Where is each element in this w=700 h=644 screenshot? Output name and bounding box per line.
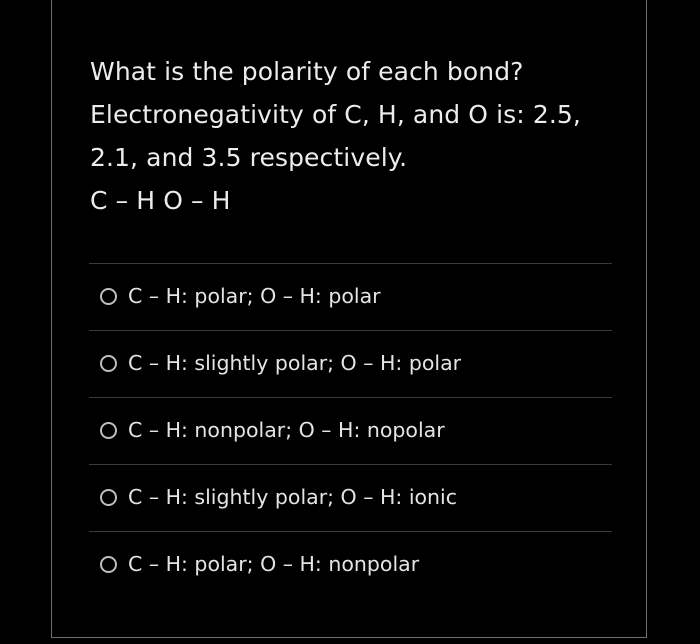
answer-option-3[interactable] xyxy=(89,397,612,464)
radio-button-icon[interactable] xyxy=(100,489,117,506)
radio-button-icon[interactable] xyxy=(100,355,117,372)
question-line: Electronegativity of C, H, and O is: 2.5, xyxy=(90,100,581,129)
question-line: 2.1, and 3.5 respectively. xyxy=(90,143,408,172)
question-panel xyxy=(51,0,647,638)
answer-option-label[interactable]: C – H: slightly polar; O – H: ionic xyxy=(128,485,458,509)
radio-button-icon[interactable] xyxy=(100,288,117,305)
question-line: C – H O – H xyxy=(90,186,231,215)
answer-option-label[interactable]: C – H: nonpolar; O – H: nopolar xyxy=(128,418,445,442)
answer-option-label[interactable]: C – H: polar; O – H: nonpolar xyxy=(128,552,420,576)
answer-option-1[interactable] xyxy=(89,263,612,330)
radio-button-icon[interactable] xyxy=(100,422,117,439)
answer-option-2[interactable] xyxy=(89,330,612,397)
radio-button-icon[interactable] xyxy=(100,556,117,573)
answer-option-label[interactable]: C – H: slightly polar; O – H: polar xyxy=(128,351,462,375)
answer-option-4[interactable] xyxy=(89,464,612,531)
question-line: What is the polarity of each bond? xyxy=(90,57,524,86)
answer-option-5[interactable] xyxy=(89,531,612,598)
answer-options xyxy=(89,263,612,598)
answer-option-label[interactable]: C – H: polar; O – H: polar xyxy=(128,284,381,308)
question-text xyxy=(90,50,630,222)
